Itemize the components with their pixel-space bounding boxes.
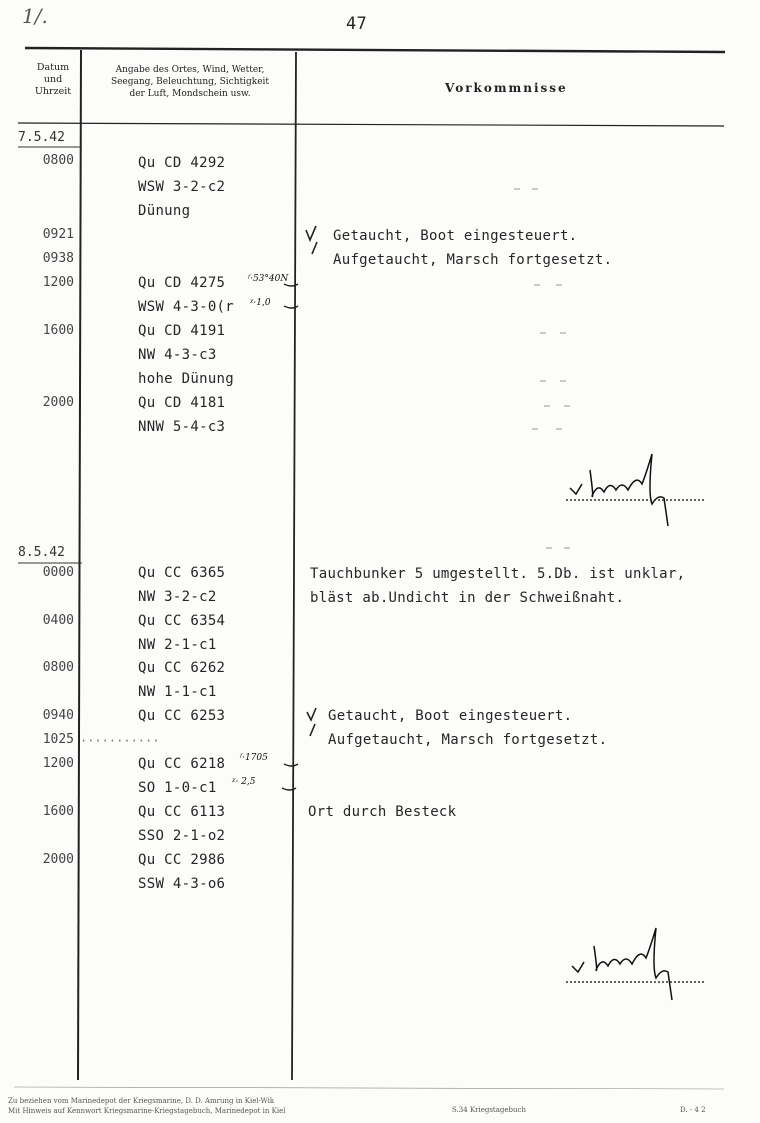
location-entry: Qu CC 6262 (138, 660, 226, 676)
signature-scribble-1 (566, 454, 704, 526)
header-col-date-line: Uhrzeit (34, 86, 72, 97)
row-time: 0940 (42, 708, 74, 723)
handwritten-annotation: ᵡ· 2,5 (232, 777, 256, 787)
bracket-stroke-icon (282, 764, 298, 790)
event-entry: Getaucht, Boot eingesteuert. (333, 228, 578, 244)
handwritten-annotation: ᶠ·1705 (240, 753, 268, 763)
corner-mark: 1/. (22, 4, 48, 28)
header-col-location-line: Angabe des Ortes, Wind, Wetter, (115, 65, 265, 75)
row-time: 1200 (42, 275, 74, 290)
signature-scribble-2 (566, 928, 706, 1000)
footer-imprint-line: Zu beziehen vom Marinedepot der Kriegsmarine, D. D. Amrung in Kiel-Wik (8, 1097, 275, 1105)
handwritten-annotation: ᵡ·1,0 (250, 298, 271, 308)
row-time: 1025 (42, 732, 74, 747)
row-time: 0800 (42, 153, 74, 168)
row-time: 0938 (42, 251, 74, 266)
weather-entry: SO 1-0-c1 (138, 780, 217, 796)
footer-form-title: S.34 Kriegstagebuch (452, 1106, 526, 1114)
row-time: 0921 (42, 227, 74, 242)
row-time: 0000 (42, 565, 74, 580)
handwritten-annotation: ᶠ·53°40N (248, 274, 289, 284)
sea-entry: Dünung (138, 203, 191, 219)
weather-entry: SSW 4-3-o6 (138, 876, 226, 892)
bracket-stroke-icon (284, 284, 298, 308)
row-time: 2000 (42, 852, 74, 867)
header-col-date-line: Datum (36, 62, 70, 73)
dotted-leader: ··········· (80, 734, 160, 748)
location-entry: Qu CD 4292 (138, 155, 226, 171)
header-col-date-line: und (43, 74, 63, 85)
weather-entry: SSO 2-1-o2 (138, 828, 226, 844)
location-entry: Qu CC 6253 (138, 708, 226, 724)
row-time: 2000 (42, 395, 74, 410)
event-entry: Ort durch Besteck (308, 804, 457, 820)
location-entry: Qu CC 6218 (138, 756, 226, 772)
day-date: 8.5.42 (18, 545, 65, 560)
header-col-events: Vorkommnisse (445, 81, 568, 95)
location-entry: Qu CD 4275 (138, 275, 226, 291)
location-entry: Qu CC 2986 (138, 852, 226, 868)
day-date: 7.5.42 (18, 130, 65, 145)
weather-entry: NW 1-1-c1 (138, 684, 217, 700)
check-mark-icon (310, 724, 315, 736)
page-number: 47 (346, 14, 368, 34)
location-entry: Qu CD 4181 (138, 395, 226, 411)
header-col-location-line: der Luft, Mondschein usw. (129, 89, 251, 99)
row-time: 1600 (42, 323, 74, 338)
row-time: 0400 (42, 613, 74, 628)
location-entry: Qu CC 6113 (138, 804, 226, 820)
weather-entry: NNW 5-4-c3 (138, 419, 226, 435)
row-time: 1600 (42, 804, 74, 819)
check-mark-icon (307, 708, 316, 720)
sea-entry: hohe Dünung (138, 371, 235, 387)
event-entry: Aufgetaucht, Marsch fortgesetzt. (328, 732, 608, 748)
check-mark-icon (312, 242, 317, 254)
check-mark-icon (306, 226, 316, 240)
weather-entry: NW 2-1-c1 (138, 637, 217, 653)
weather-entry: NW 4-3-c3 (138, 347, 217, 363)
event-entry: Getaucht, Boot eingesteuert. (328, 708, 573, 724)
row-time: 1200 (42, 756, 74, 771)
weather-entry: WSW 4-3-0(r (138, 299, 235, 315)
event-entry: bläst ab.Undicht in der Schweißnaht. (310, 590, 625, 606)
location-entry: Qu CC 6354 (138, 613, 226, 629)
weather-entry: WSW 3-2-c2 (138, 179, 226, 195)
location-entry: Qu CD 4191 (138, 323, 226, 339)
footer-form-number: D. - 4 2 (680, 1106, 706, 1114)
event-entry: Aufgetaucht, Marsch fortgesetzt. (333, 252, 613, 268)
event-entry: Tauchbunker 5 umgestellt. 5.Db. ist unklar, (310, 566, 686, 582)
weather-entry: NW 3-2-c2 (138, 589, 217, 605)
location-entry: Qu CC 6365 (138, 565, 226, 581)
row-time: 0800 (42, 660, 74, 675)
header-col-location-line: Seegang, Beleuchtung, Sichtigkeit (110, 77, 270, 87)
footer-imprint-line: Mit Hinweis auf Kennwort Kriegsmarine-Kriegstagebuch, Marinedepot in Kiel (8, 1107, 286, 1115)
